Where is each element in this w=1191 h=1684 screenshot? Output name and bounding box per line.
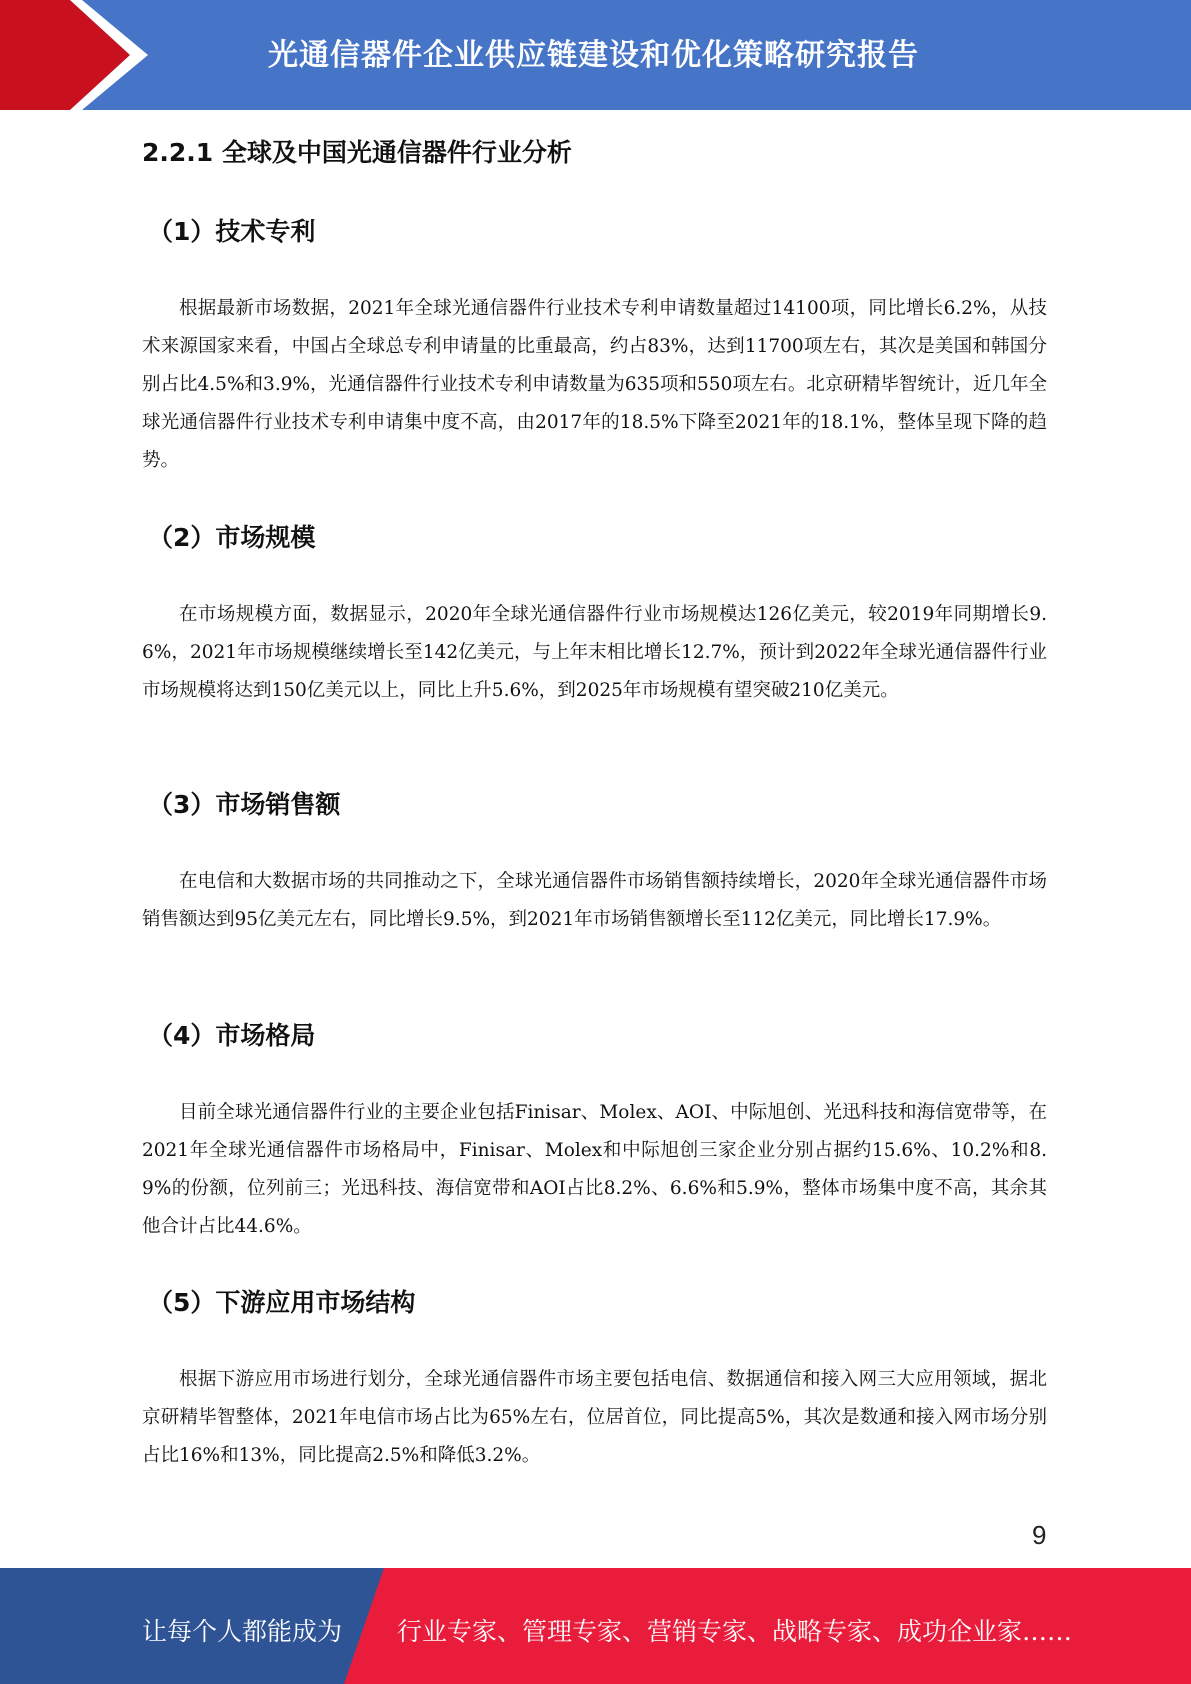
- header-banner: [0, 0, 1191, 110]
- subsection-heading-downstream: （5）下游应用市场结构: [148, 1288, 416, 1317]
- report-title: 光通信器件企业供应链建设和优化策略研究报告: [268, 38, 919, 73]
- paragraph-market-size: 在市场规模方面，数据显示，2020年全球光通信器件行业市场规模达126亿美元，较2019年同期增长9.6%，2021年市场规模继续增长至142亿美元，与上年末相比增长12.7%，预计到2022年全球光通信器件行业市场规模将达到150亿美元以上，同比上升5.6%，到2025年市场规模有望突破210亿美元。: [142, 604, 1047, 701]
- section-title: 2.2.1 全球及中国光通信器件行业分析: [142, 138, 572, 167]
- page-number: 9: [1032, 1520, 1047, 1550]
- footer-slogan-left: 让每个人都能成为: [142, 1617, 343, 1646]
- paragraph-patents: 根据最新市场数据，2021年全球光通信器件行业技术专利申请数量超过14100项，同比增长6.2%，从技术来源国家来看，中国占全球总专利申请量的比重最高，约占83%，达到11700项左右，其次是美国和韩国分别占比4.5%和3.9%，光通信器件行业技术专利申请数量为635项和550项左右。北京研精毕智统计，近几年全球光通信器件行业技术专利申请集中度不高，由2017年的18.5%下降至2021年的18.1%，整体呈现下降的趋势。: [142, 298, 1047, 471]
- footer-banner: [0, 1568, 1191, 1684]
- subsection-heading-landscape: （4）市场格局: [148, 1021, 316, 1050]
- paragraph-landscape: 目前全球光通信器件行业的主要企业包括Finisar、Molex、AOI、中际旭创、光迅科技和海信宽带等，在2021年全球光通信器件市场格局中，Finisar、Molex和中际旭创三家企业分别占据约15.6%、10.2%和8.9%的份额，位列前三；光迅科技、海信宽带和AOI占比8.2%、6.6%和5.9%，整体市场集中度不高，其余其他合计占比44.6%。: [142, 1102, 1047, 1237]
- paragraph-sales: 在电信和大数据市场的共同推动之下，全球光通信器件市场销售额持续增长，2020年全球光通信器件市场销售额达到95亿美元左右，同比增长9.5%，到2021年市场销售额增长至112亿美元，同比增长17.9%。: [142, 871, 1047, 930]
- header-chevron-decoration: [0, 0, 170, 110]
- subsection-heading-market-size: （2）市场规模: [148, 523, 316, 552]
- footer-slogan-right: 行业专家、管理专家、营销专家、战略专家、成功企业家……: [397, 1617, 1073, 1646]
- subsection-heading-patents: （1）技术专利: [148, 217, 316, 246]
- paragraph-downstream: 根据下游应用市场进行划分，全球光通信器件市场主要包括电信、数据通信和接入网三大应用领域，据北京研精毕智整体，2021年电信市场占比为65%左右，位居首位，同比提高5%，其次是数通和接入网市场分别占比16%和13%，同比提高2.5%和降低3.2%。: [142, 1369, 1047, 1466]
- subsection-heading-sales: （3）市场销售额: [148, 790, 341, 819]
- header-red-shape: [0, 0, 130, 110]
